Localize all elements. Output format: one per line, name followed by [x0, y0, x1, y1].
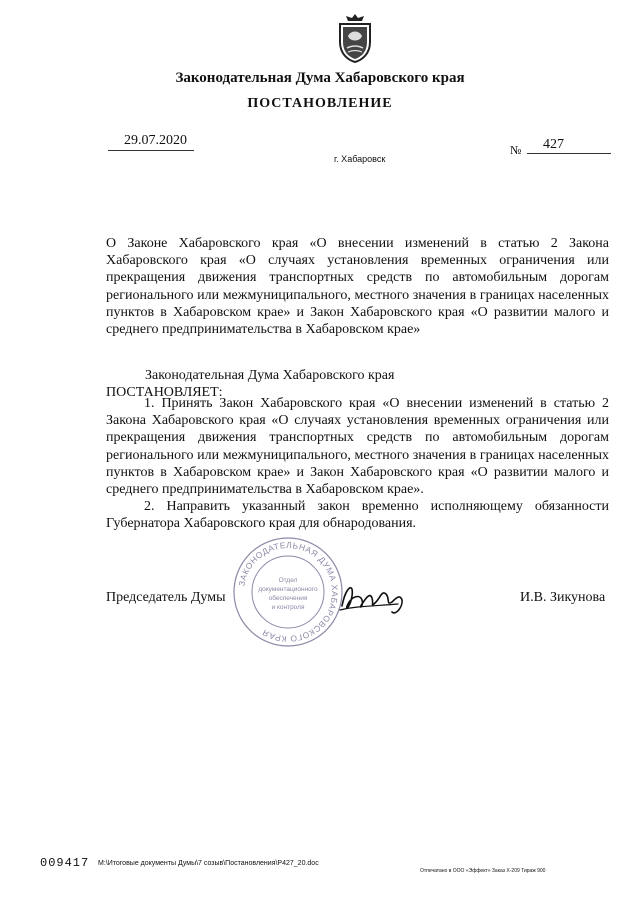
document-date: 29.07.2020 — [124, 133, 187, 148]
document-number: 427 — [543, 137, 564, 152]
number-sign: № — [510, 143, 522, 157]
signatory-name: И.В. Зикунова — [520, 590, 606, 605]
document-type: ПОСТАНОВЛЕНИЕ — [247, 96, 393, 111]
handwritten-signature — [336, 576, 408, 620]
preamble: Законодательная Дума Хабаровского края — [145, 368, 395, 383]
number-underline — [527, 153, 611, 154]
footer-file-path: M:\Итоговые документы Думы\7 созыв\Постановления\P427_20.doc — [98, 860, 319, 867]
stamp-ring-text: ЗАКОНОДАТЕЛЬНАЯ ДУМА ХАБАРОВСКОГО КРАЯ — [236, 539, 341, 645]
footer-print-info: Отпечатано в ООО «Эффект» Заказ Х-209 Тираж 900 — [420, 868, 546, 874]
organization-name: Законодательная Дума Хабаровского края — [175, 70, 465, 86]
footer-document-number: 009417 — [40, 856, 90, 870]
resolution-items — [106, 395, 609, 533]
official-stamp — [232, 536, 344, 648]
resolution-item-2: 2. Направить указанный закон временно исполняющему обязанности Губернатора Хабаровского края для обнародования. — [106, 499, 609, 532]
document-title: О Законе Хабаровского края «О внесении изменений в статью 2 Закона Хабаровского края «О случаях установления временных ограничения или прекращения движения транспортных средств по автомобильным дорогам регионального или межмуниципального, местного значения в границах населенных пунктов в Хабаровском крае» и Закон Хабаровского края «О развитии малого и среднего предпринимательства в Хабаровском крае» — [106, 236, 609, 338]
coat-of-arms-emblem — [334, 12, 376, 64]
signatory-position: Председатель Думы — [106, 590, 226, 605]
resolution-item-1: 1. Принять Закон Хабаровского края «О внесении изменений в статью 2 Закона Хабаровского края «О случаях установления временных ограничения или прекращения движения транспортных средств по автомобильным дорогам регионального или межмуниципального, местного значения в границах населенных пунктов в Хабаровском крае» и Закон Хабаровского края «О развитии малого и среднего предпринимательства в Хабаровском крае». — [106, 396, 609, 498]
stamp-center-line-1: Отдел — [278, 577, 298, 584]
stamp-center-line-2: документационного — [258, 586, 318, 593]
document-city: г. Хабаровск — [334, 154, 386, 164]
resolves-heading: ПОСТАНОВЛЯЕТ: — [106, 385, 223, 400]
date-underline — [108, 150, 194, 151]
stamp-center-line-3: обеспечения — [268, 595, 308, 602]
stamp-center-line-4: и контроля — [271, 604, 305, 611]
